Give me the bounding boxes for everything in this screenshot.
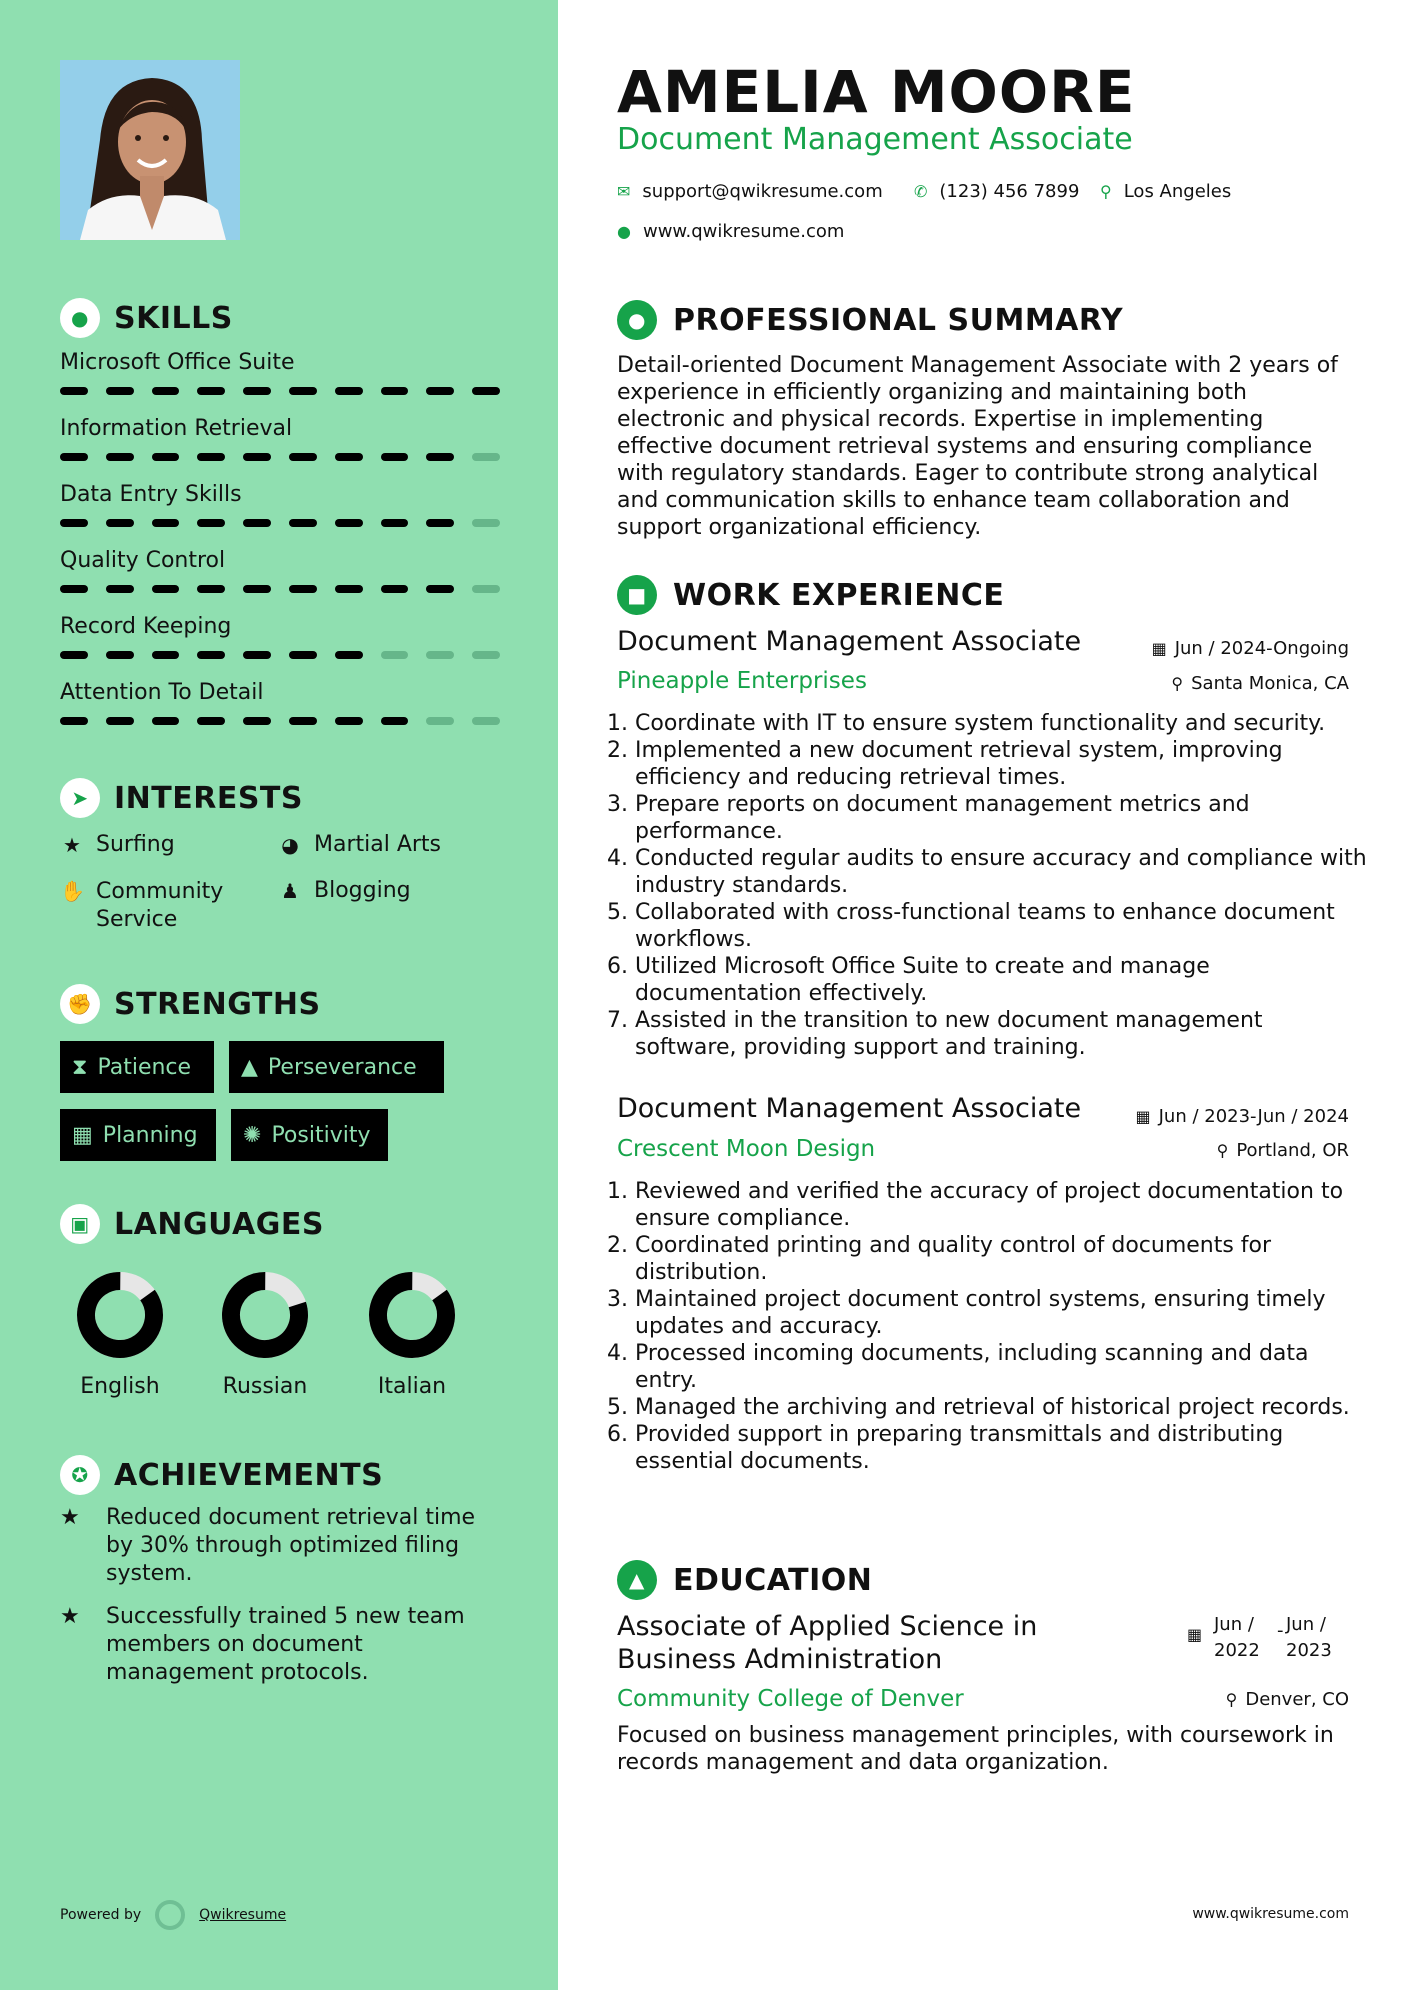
skill-level-dash (60, 717, 88, 725)
skill-level-dash (289, 717, 317, 725)
skill-label: Record Keeping (60, 614, 232, 639)
strength-tag: ✺ Positivity (231, 1109, 388, 1161)
education-start-date: Jun / 2022 (1214, 1614, 1260, 1661)
achievement-item: ★ Reduced document retrieval time by 30% through optimized filing system. (60, 1505, 476, 1586)
company-name: Pineapple Enterprises (617, 668, 867, 694)
skill-level-dash (243, 585, 271, 593)
star-icon: ★ (63, 833, 81, 857)
skill-level-bar (60, 519, 500, 527)
skill-level-bar (60, 717, 500, 725)
job-dates: ▦ Jun / 2024-Ongoing (1151, 638, 1349, 659)
powered-by: Powered by Qwikresume (60, 1900, 286, 1930)
full-name: AMELIA MOORE (617, 58, 1136, 126)
duty-item: 4. Processed incoming documents, including scanning and data entry. (635, 1340, 1370, 1394)
skill-level-dash (381, 387, 409, 395)
skill-level-dash (472, 651, 500, 659)
interest-item: ✋ Community Service (60, 879, 224, 932)
strengths-heading-text: STRENGTHS (114, 986, 321, 1022)
skill-level-dash (289, 453, 317, 461)
skill-level-dash (426, 585, 454, 593)
duty-item: 5. Collaborated with cross-functional teams to enhance document workflows. (635, 899, 1370, 953)
education-description: Focused on business management principles, with coursework in records management and data organization. (617, 1723, 1334, 1775)
location-contact: ⚲ Los Angeles (1100, 181, 1232, 202)
skill-label: Information Retrieval (60, 416, 293, 441)
phone-icon: ✆ (914, 182, 928, 201)
skill-item (60, 482, 500, 527)
calendar-icon: ▦ (1135, 1107, 1151, 1126)
skill-level-dash (335, 651, 363, 659)
duty-item: 1. Reviewed and verified the accuracy of project documentation to ensure compliance. (635, 1178, 1370, 1232)
skill-level-dash (197, 387, 225, 395)
shooting-star-icon: ★ (60, 1505, 80, 1530)
job-role: Document Management Associate (617, 122, 1133, 157)
duty-item: 4. Conducted regular audits to ensure accuracy and compliance with industry standards. (635, 845, 1370, 899)
interests-heading-text: INTERESTS (114, 780, 303, 816)
skills-heading-text: SKILLS (114, 300, 233, 336)
language-card-icon: ▣ (60, 1204, 100, 1244)
graduation-cap-icon: ▲ (617, 1560, 657, 1600)
job-location: ⚲ Portland, OR (1216, 1140, 1349, 1161)
education-end-date: Jun / 2023 (1286, 1614, 1332, 1661)
duty-item: 1. Coordinate with IT to ensure system functionality and security. (635, 710, 1370, 737)
calendar-icon: ▦ (1187, 1625, 1203, 1644)
degree-title: Associate of Applied Science in Business Administration (617, 1611, 1038, 1675)
skill-level-dash (472, 453, 500, 461)
skill-item (60, 548, 500, 593)
achievement-item: ★ Successfully trained 5 new team members on document management protocols. (60, 1604, 465, 1685)
profile-photo (60, 60, 240, 240)
skill-level-dash (335, 519, 363, 527)
languages-heading-text: LANGUAGES (114, 1206, 324, 1242)
skill-level-dash (60, 453, 88, 461)
skill-level-dash (152, 651, 180, 659)
skill-level-dash (106, 717, 134, 725)
duty-item: 3. Maintained project document control systems, ensuring timely updates and accuracy. (635, 1286, 1370, 1340)
pin-icon: ⚲ (1225, 1690, 1238, 1709)
language-ring-fill (367, 1270, 457, 1360)
skill-level-dash (426, 387, 454, 395)
skill-level-dash (243, 651, 271, 659)
language-ring-fill (75, 1270, 165, 1360)
skill-level-dash (289, 519, 317, 527)
skill-level-dash (381, 453, 409, 461)
globe-icon: ◕ (281, 833, 299, 857)
skill-level-dash (60, 651, 88, 659)
skill-level-dash (472, 585, 500, 593)
job-title: Document Management Associate (617, 626, 1082, 657)
skill-level-dash (289, 387, 317, 395)
skill-level-dash (335, 387, 363, 395)
map-pin-icon: ⚲ (1100, 182, 1112, 201)
skill-level-dash (152, 387, 180, 395)
languages-heading (60, 1204, 324, 1244)
job-duties (617, 1178, 1370, 1475)
award-icon: ✪ (60, 1455, 100, 1495)
duty-item: 6. Utilized Microsoft Office Suite to create and manage documentation effectively. (635, 953, 1370, 1007)
user-icon: ● (617, 300, 657, 340)
language-level-ring (75, 1270, 165, 1360)
language-item (55, 1270, 185, 1399)
skill-level-dash (381, 651, 409, 659)
skill-level-dash (472, 519, 500, 527)
strength-tag: ⧗ Patience (60, 1041, 214, 1093)
language-label: Italian (377, 1374, 447, 1399)
qwikresume-logo-icon (155, 1900, 185, 1930)
skill-level-dash (243, 387, 271, 395)
skill-label: Attention To Detail (60, 680, 264, 705)
skill-level-dash (335, 717, 363, 725)
skill-level-dash (289, 585, 317, 593)
job-dates: ▦ Jun / 2023-Jun / 2024 (1135, 1106, 1349, 1127)
language-label: Russian (222, 1374, 308, 1399)
duty-item: 7. Assisted in the transition to new document management software, providing support and training. (635, 1007, 1370, 1061)
interest-item: ♟ Blogging (278, 878, 411, 904)
skill-level-dash (152, 717, 180, 725)
language-level-ring (367, 1270, 457, 1360)
users-icon: ♟ (281, 879, 299, 903)
interests-heading (60, 778, 303, 818)
job-title: Document Management Associate (617, 1093, 1082, 1124)
language-item (347, 1270, 477, 1399)
shooting-star-icon: ★ (60, 1604, 80, 1629)
duty-item: 3. Prepare reports on document management metrics and performance. (635, 791, 1370, 845)
skills-heading (60, 298, 233, 338)
calendar-icon: ▦ (1151, 639, 1167, 658)
skill-level-dash (106, 585, 134, 593)
sun-icon: ✺ (243, 1122, 262, 1148)
hourglass-icon: ⧗ (72, 1054, 88, 1080)
education-location: ⚲ Denver, CO (1225, 1689, 1349, 1710)
skill-level-dash (106, 651, 134, 659)
skill-level-bar (60, 585, 500, 593)
phone-contact[interactable]: ✆ (123) 456 7899 (914, 181, 1080, 202)
skill-level-dash (472, 717, 500, 725)
skill-level-dash (152, 585, 180, 593)
summary-text: Detail-oriented Document Management Associate with 2 years of experience in efficiently organizing and maintaining both electronic and physical records. Expertise in implementing effective document retrieval systems and ensuring compliance with regulatory standards. Eager to contribute strong analytical and communication skills to enhance team collaboration and support organizational efficiency. (617, 353, 1338, 540)
email-contact[interactable]: ✉ support@qwikresume.com (617, 181, 883, 202)
skill-level-dash (60, 585, 88, 593)
sidebar (0, 0, 558, 1990)
skill-level-dash (243, 717, 271, 725)
footer-site[interactable]: www.qwikresume.com (1192, 1906, 1349, 1922)
duty-item: 6. Provided support in preparing transmittals and distributing essential documents. (635, 1421, 1370, 1475)
skill-level-dash (335, 585, 363, 593)
duty-item: 5. Managed the archiving and retrieval of historical project records. (635, 1394, 1370, 1421)
skill-level-dash (197, 453, 225, 461)
skill-level-dash (106, 387, 134, 395)
education-heading: ▲ EDUCATION (617, 1560, 872, 1600)
duty-item: 2. Coordinated printing and quality control of documents for distribution. (635, 1232, 1370, 1286)
skill-level-dash (243, 519, 271, 527)
hand-icon: ✋ (60, 879, 85, 903)
skill-level-dash (381, 717, 409, 725)
strength-tag: ▦ Planning (60, 1109, 216, 1161)
language-item (200, 1270, 330, 1399)
skill-label: Data Entry Skills (60, 482, 242, 507)
skill-item (60, 350, 500, 395)
skill-level-dash (426, 453, 454, 461)
duty-item: 2. Implemented a new document retrieval system, improving efficiency and reducing retrieval times. (635, 737, 1370, 791)
skill-item (60, 416, 500, 461)
job-location: ⚲ Santa Monica, CA (1171, 673, 1349, 694)
fist-icon: ✊ (60, 984, 100, 1024)
company-name: Crescent Moon Design (617, 1136, 876, 1162)
skill-item (60, 614, 500, 659)
skill-level-dash (197, 717, 225, 725)
skill-item (60, 680, 500, 725)
skill-level-dash (243, 453, 271, 461)
school-name: Community College of Denver (617, 1686, 964, 1712)
skill-level-dash (60, 519, 88, 527)
skill-label: Microsoft Office Suite (60, 350, 295, 375)
envelope-icon: ✉ (617, 182, 631, 201)
skill-level-bar (60, 453, 500, 461)
skill-level-dash (197, 651, 225, 659)
lightbulb-icon: ● (60, 298, 100, 338)
skill-level-dash (289, 651, 317, 659)
skill-level-dash (381, 585, 409, 593)
skill-level-bar (60, 387, 500, 395)
skill-level-bar (60, 651, 500, 659)
pin-icon: ⚲ (1171, 674, 1184, 693)
skill-level-dash (426, 717, 454, 725)
calendar-icon: ▦ (72, 1122, 93, 1148)
skill-level-dash (426, 519, 454, 527)
road-icon: ▲ (241, 1054, 258, 1080)
skill-level-dash (381, 519, 409, 527)
summary-heading: ● PROFESSIONAL SUMMARY (617, 300, 1123, 340)
achievements-heading (60, 1455, 383, 1495)
skill-level-dash (197, 519, 225, 527)
skill-level-dash (197, 585, 225, 593)
skill-label: Quality Control (60, 548, 226, 573)
language-level-ring (220, 1270, 310, 1360)
brand-link[interactable]: Qwikresume (199, 1907, 287, 1923)
skill-level-dash (335, 453, 363, 461)
globe-icon: ● (617, 222, 631, 241)
skill-level-dash (106, 453, 134, 461)
briefcase-icon: ■ (617, 575, 657, 615)
strength-tag: ▲ Perseverance (229, 1041, 444, 1093)
achievements-heading-text: ACHIEVEMENTS (114, 1457, 384, 1493)
language-label: English (80, 1374, 160, 1399)
website-contact[interactable]: ● www.qwikresume.com (617, 221, 845, 242)
skill-level-dash (60, 387, 88, 395)
experience-heading: ■ WORK EXPERIENCE (617, 575, 1004, 615)
skill-level-dash (152, 453, 180, 461)
interest-item: ★ Surfing (60, 832, 175, 858)
date-separator: - (1277, 1620, 1284, 1641)
strengths-heading (60, 984, 321, 1024)
interest-item: ◕ Martial Arts (278, 832, 441, 858)
pin-icon: ⚲ (1216, 1141, 1229, 1160)
skill-level-dash (472, 387, 500, 395)
job-duties (617, 710, 1370, 1061)
paper-plane-icon: ➤ (60, 778, 100, 818)
skill-level-dash (152, 519, 180, 527)
skill-level-dash (106, 519, 134, 527)
skill-level-dash (426, 651, 454, 659)
